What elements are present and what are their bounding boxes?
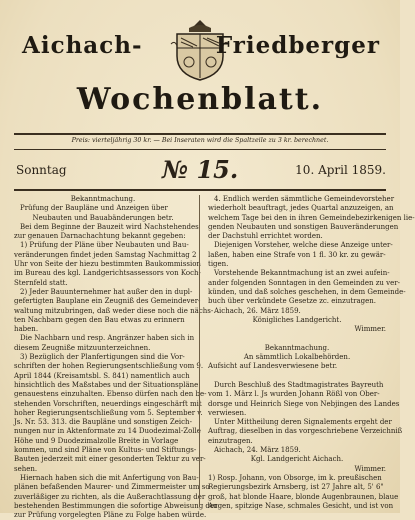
- text-line: sehen.: [14, 464, 38, 473]
- issue-date: 10. April 1859.: [295, 163, 386, 177]
- text-line: zur Prüfung vorgelegten Pläne zu Folge haben würde.: [14, 511, 207, 520]
- dateline-rule: [14, 189, 386, 191]
- text-line: zuverläßiger zu richten, als die Außerachtlassung der: [14, 492, 206, 501]
- text-line: Unter Mittheilung deren Signalements ergeht der: [214, 418, 392, 427]
- masthead: [14, 14, 386, 132]
- text-line: Aichach, 24. März 1859.: [214, 446, 301, 455]
- text-line: Bekanntmachung.: [264, 343, 330, 352]
- text-line: [208, 372, 386, 381]
- text-line: ander folgenden Sonntagen in den Gemeinden zu ver-: [208, 278, 400, 287]
- text-line: bestehenden Bestimmungen die sofortige Abweisung der: [14, 501, 218, 510]
- text-line: genden Neubauten und sonstigen Bauveränderungen: [208, 222, 399, 231]
- text-line: Wimmer.: [354, 325, 386, 334]
- text-line: genauestens einzuhalten. Ebenso dürfen nach den be-: [14, 390, 207, 399]
- text-line: Kgl. Landgericht Aichach.: [250, 455, 344, 464]
- text-line: groß, hat blonde Haare, blonde Augenbraunen, blaue: [208, 492, 399, 501]
- text-line: schriften der hohen Regierungsentschließung vom 9.: [14, 362, 204, 371]
- title-aichach: Aichach-: [22, 32, 143, 59]
- text-line: vom 1. März l. Js wurden Johann Rößl von Ober-: [208, 390, 380, 399]
- text-line: dorsge und Heinrich Siege von Nebjingen des Landes: [208, 399, 400, 408]
- top-rule: [14, 133, 386, 135]
- text-line: im Bureau des kgl. Landgerichtsassessors von Koch-: [14, 269, 201, 278]
- text-line: Auftrag, dieselben in das vorgeschriebene Verzeichniß: [208, 427, 403, 436]
- text-line: Bekanntmachung.: [70, 195, 136, 203]
- column-divider: [199, 195, 200, 507]
- text-line: laßen, haben eine Strafe von 1 fl. 30 kr. zu gewär-: [208, 250, 386, 259]
- text-line: gefertigten Bauplane ein Zeugniß des Gemeindever-: [14, 297, 201, 306]
- text-line: Augen, spitzige Nase, schmales Gesicht, und ist von: [208, 501, 394, 510]
- text-line: haben.: [14, 325, 39, 334]
- text-line: wiederholt beauftragt, jedes Quartal anzuzeigen, an: [208, 204, 394, 213]
- text-line: Sternfeld statt.: [14, 278, 68, 287]
- text-line: künden, und daß solches geschehen, in dem Gemeinde-: [208, 287, 406, 296]
- text-line: Königliches Landgericht.: [252, 315, 342, 324]
- issue-day: Sonntag: [16, 163, 67, 177]
- text-line: ten Nachbarn gegen den Bau etwas zu erinnern: [14, 315, 185, 324]
- text-line: diesem Zeugniße mitzuunterzeichnen.: [14, 343, 151, 352]
- text-line: kommen, und sind Pläne von Kultus- und Stiftungs-: [14, 446, 197, 455]
- text-line: Uhr von Seite der hiezu bestimmten Baukommission: [14, 260, 201, 269]
- text-line: Aufsicht auf Landesverwiesene betr.: [208, 362, 338, 371]
- issue-number: № 15.: [162, 155, 239, 184]
- text-line: 1) Prüfung der Pläne über Neubauten und Bau-: [20, 241, 189, 250]
- right-column: [208, 195, 415, 510]
- text-line: [208, 334, 386, 343]
- text-line: einzutragen.: [208, 436, 253, 445]
- price-rule: [14, 149, 386, 150]
- text-line: der Dachstuhl errichtet worden.: [208, 232, 323, 241]
- text-line: 4. Endlich werden sämmtliche Gemeindevorsteher: [214, 195, 395, 203]
- text-line: Vorstehende Bekanntmachung ist an zwei aufein-: [214, 269, 390, 278]
- title-wochenblatt: Wochenblatt.: [76, 82, 324, 117]
- text-line: welchem Tage bei den in ihren Gemeindebezirkenigen lie-: [208, 213, 415, 222]
- text-line: Durch Beschluß des Stadtmagistrates Bayreuth: [214, 380, 384, 389]
- text-line: zur genauen Darnachachtung bekannt gegeben:: [14, 232, 186, 241]
- text-line: veränderungen findet jeden Samstag Nachmittag 2: [14, 250, 197, 259]
- text-line: April 1844 (Kreisamtsbl. S. 841) namentlich auch: [14, 371, 190, 380]
- text-line: Bei dem Beginne der Bauzeit wird Nachstehendes: [20, 222, 199, 231]
- text-line: Bauten jederzeit mit einer gesonderten Tektur zu ver-: [14, 455, 206, 464]
- price-line: Preis: vierteljährig 30 kr. — Bei Inseraten wird die Spaltzeile zu 3 kr. berechnet.: [71, 137, 329, 144]
- text-line: Aichach, 26. März 1859.: [214, 306, 301, 315]
- text-line: buch über verkündete Gesetze zc. einzutragen.: [208, 297, 377, 306]
- title-friedberger: Friedberger: [215, 32, 380, 59]
- text-line: 3) Bezüglich der Planfertigungen sind die Vor-: [20, 353, 185, 362]
- text-line: Prüfung der Baupläne und Anzeigen über: [20, 204, 168, 213]
- text-line: Js. Nr. 53. 313. die Baupläne und sonstigen Zeich-: [14, 418, 192, 427]
- text-line: stehenden Vorschriften, neuerdings eingeschärft mit: [14, 399, 202, 408]
- text-line: hoher Regierungsentschließung vom 5. September v.: [14, 408, 203, 417]
- text-line: An sämmtlich Lokalbehörden.: [243, 353, 351, 362]
- text-line: 2) Jeder Bauunternehmer hat außer den in dupl-: [20, 287, 193, 296]
- text-line: waltung mitzubringen, daß weder diese noch die nächs-: [14, 306, 214, 315]
- text-line: Regierungsbezirk Arnsberg, ist 27 Jahre alt, 5' 6": [208, 483, 384, 492]
- text-line: Höhe und 9 Duodezimalzolle Breite in Vorlage: [14, 436, 179, 445]
- text-line: Wimmer.: [354, 464, 386, 473]
- text-line: 1) Rosp. Johann, von Obsorge, im k. preußischen: [208, 473, 382, 482]
- text-line: plänen befaßenden Maurer- und Zimmermeister um so: [14, 483, 210, 492]
- left-column: [14, 195, 218, 520]
- text-line: hinsichtlich des Maßstabes und der Situationspläne: [14, 380, 199, 389]
- text-line: Hiernach haben sich die mit Anfertigung von Bau-: [20, 473, 199, 482]
- text-line: tigen.: [208, 260, 229, 269]
- text-line: Die Nachbarn und resp. Angränzer haben sich in: [20, 334, 195, 343]
- text-line: Diejenigen Vorsteher, welche diese Anzeige unter-: [214, 241, 393, 250]
- dateline: [14, 153, 386, 187]
- text-line: nungen nur in Aktenformate zu 14 Duodezimal-Zolle: [14, 427, 201, 436]
- text-line: Neubauten und Bauabänderungen betr.: [32, 213, 174, 222]
- text-line: verwiesen.: [208, 408, 247, 417]
